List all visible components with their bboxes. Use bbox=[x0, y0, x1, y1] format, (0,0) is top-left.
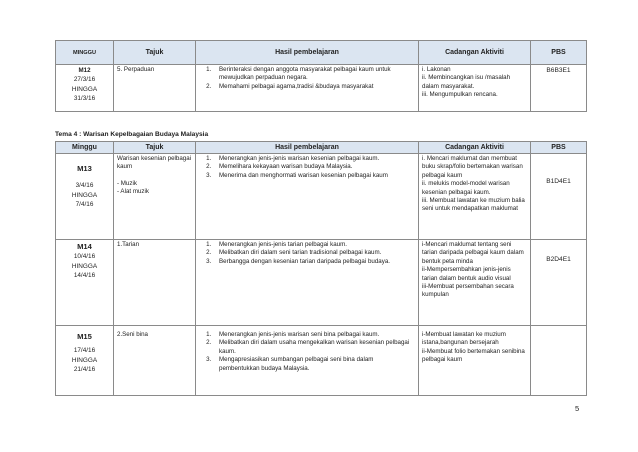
pbs-cell: B1D4E1 bbox=[531, 154, 587, 240]
week-cell bbox=[56, 154, 114, 240]
page-number: 5 bbox=[575, 404, 580, 413]
week-label: M14 bbox=[77, 242, 92, 251]
hasil-item: 1. Menerangkan jenis-jenis warisan kesenian pelbagai kaum. bbox=[213, 155, 415, 163]
week-cell bbox=[56, 65, 114, 112]
header-minggu: MINGGU bbox=[56, 41, 114, 65]
cadangan-cell bbox=[419, 65, 531, 112]
header-tajuk: Tajuk bbox=[114, 41, 196, 65]
date-to: 21/4/16 bbox=[73, 366, 96, 374]
date-to: 14/4/16 bbox=[73, 272, 96, 280]
hasil-item: 2. Melibatkan diri dalam seni tarian tradisional pelbagai kaum. bbox=[213, 249, 415, 257]
hasil-cell bbox=[196, 240, 419, 326]
cadangan-item: i. Lakonan bbox=[422, 66, 451, 73]
header-pbs: PBS bbox=[531, 142, 587, 154]
hasil-item: 3. Berbangga dengan kesenian tarian daripada pelbagai budaya. bbox=[213, 258, 415, 266]
schedule-table-1 bbox=[55, 40, 587, 112]
tajuk-line-spacer bbox=[117, 172, 192, 180]
table-row bbox=[56, 65, 587, 112]
tajuk-cell bbox=[114, 240, 196, 326]
pbs-cell bbox=[531, 326, 587, 396]
cadangan-cell bbox=[419, 240, 531, 326]
tajuk-cell bbox=[114, 154, 196, 240]
date-from: 27/3/16 bbox=[73, 76, 96, 83]
hasil-item: 3. Mengapresiasikan sumbangan pelbagai seni bina dalam pembentukkan budaya Malaysia. bbox=[213, 356, 415, 373]
schedule-table-2 bbox=[55, 141, 587, 396]
cadangan-item: iii-Membuat persembahan secara kumpulan bbox=[422, 283, 514, 299]
week-label: M13 bbox=[77, 164, 92, 173]
pbs-cell: B2D4E1 bbox=[531, 240, 587, 326]
cadangan-item: ii. Membincangkan isu /masalah dalam masyarakat. bbox=[422, 74, 511, 90]
tajuk-line: - Muzik bbox=[117, 179, 137, 187]
header-hasil: Hasil pembelajaran bbox=[196, 41, 419, 65]
header-pbs: PBS bbox=[531, 41, 587, 65]
table-row bbox=[56, 240, 587, 326]
hasil-item: 3. Menerima dan menghormati warisan kesenian pelbagai kaum bbox=[213, 172, 415, 180]
tajuk-line: 2.Seni bina bbox=[117, 331, 148, 338]
tajuk-cell: 5. Perpaduan bbox=[114, 65, 196, 112]
tajuk-cell bbox=[114, 326, 196, 396]
cadangan-item: ii-Mempersembahkan jenis-jenis tarian dalam bentuk audio visual bbox=[422, 266, 511, 282]
week-cell bbox=[56, 240, 114, 326]
table-header-row bbox=[56, 41, 587, 65]
hasil-item: 2. Memahami pelbagai agama,tradisi &budaya masyarakat bbox=[213, 83, 415, 91]
hasil-item: 1. Menerangkan jenis-jenis warisan seni bina pelbagai kaum. bbox=[213, 331, 415, 339]
hasil-item: 1. Menerangkan jenis-jenis tarian pelbagai kaum. bbox=[213, 241, 415, 249]
week-label: M15 bbox=[77, 332, 92, 341]
hingga-label: HINGGA bbox=[71, 356, 98, 364]
week-label: M12 bbox=[78, 67, 91, 74]
header-tajuk: Tajuk bbox=[114, 142, 196, 154]
date-from: 10/4/16 bbox=[73, 253, 96, 260]
hasil-cell bbox=[196, 326, 419, 396]
week-cell bbox=[56, 326, 114, 396]
hingga-label: HINGGA bbox=[71, 262, 98, 270]
cadangan-item: ii. melukis model-model warisan kesenian pelbagai kaum. bbox=[422, 180, 510, 196]
hasil-item: 2. Melibatkan diri dalam usaha mengekalkan warisan kesenian pelbagai kaum. bbox=[213, 339, 415, 356]
date-to: 7/4/16 bbox=[75, 201, 94, 209]
hingga-label: HINGGA bbox=[71, 191, 98, 199]
cadangan-item: iii. Mengumpulkan rencana. bbox=[422, 91, 498, 99]
table-row bbox=[56, 326, 587, 396]
hasil-item: 1. Berinteraksi dengan anggota masyarakat pelbagai kaum untuk mewujudkan perpaduan negara. bbox=[213, 66, 415, 83]
tajuk-line: - Alat muzik bbox=[117, 188, 149, 196]
date-to: 31/3/16 bbox=[73, 95, 96, 103]
cadangan-cell bbox=[419, 326, 531, 396]
header-minggu: Minggu bbox=[56, 142, 114, 154]
header-hasil: Hasil pembelajaran bbox=[196, 142, 419, 154]
header-cadangan: Cadangan Aktiviti bbox=[419, 142, 531, 154]
cadangan-item: i-Mencari maklumat tentang seni tarian daripada pelbagai kaum dalam bentuk peta minda bbox=[422, 241, 524, 265]
tajuk-line: 1.Tarian bbox=[117, 241, 140, 248]
cadangan-cell bbox=[419, 154, 531, 240]
hasil-cell bbox=[196, 65, 419, 112]
cadangan-item: i-Membuat lawatan ke muzium istana,bangunan bersejarah bbox=[422, 331, 506, 347]
cadangan-item: i. Mencari maklumat dan membuat buku skrap/folio bertemakan warisan pelbagai kaum bbox=[422, 155, 523, 179]
header-cadangan: Cadangan Aktiviti bbox=[419, 41, 531, 65]
cadangan-item: iii. Membuat lawatan ke muzium balia seni untuk mendapatkan maklumat bbox=[422, 197, 525, 213]
date-from: 17/4/16 bbox=[73, 347, 96, 354]
hingga-label: HINGGA bbox=[71, 85, 98, 93]
date-from: 3/4/16 bbox=[75, 182, 94, 189]
table-row bbox=[56, 154, 587, 240]
pbs-cell: B6B3E1 bbox=[531, 65, 587, 112]
section-title: Tema 4 : Warisan Kepelbagaian Budaya Malaysia bbox=[55, 131, 209, 138]
table-header-row bbox=[56, 142, 587, 154]
tajuk-line: Warisan kesenian pelbagai kaum bbox=[117, 155, 192, 171]
hasil-cell bbox=[196, 154, 419, 240]
hasil-item: 2. Memelihara kekayaan warisan budaya Malaysia. bbox=[213, 163, 415, 171]
cadangan-item: ii-Membuat folio bertemakan senibina pelbagai kaum bbox=[422, 347, 525, 364]
